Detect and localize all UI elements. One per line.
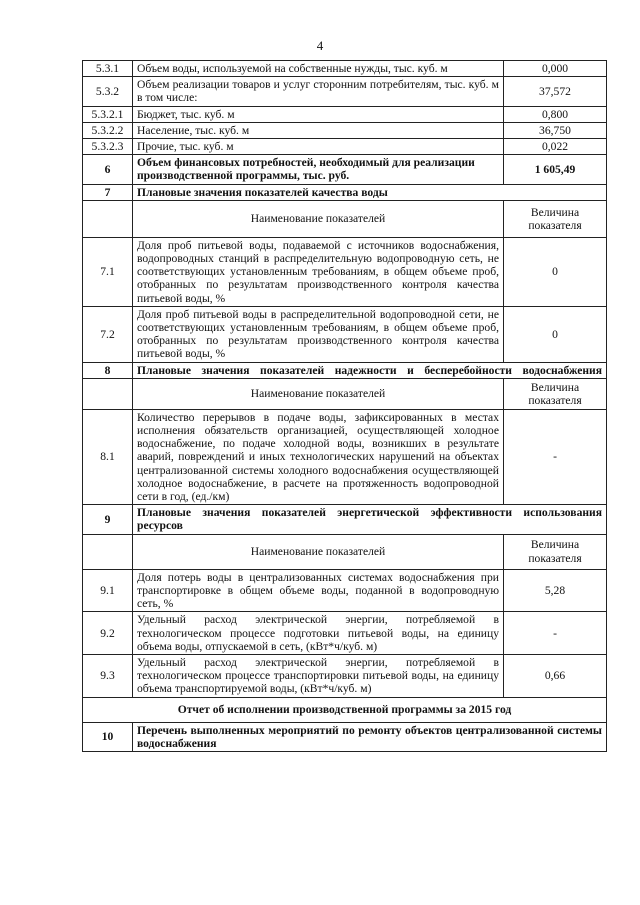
- section-title: Плановые значения показателей энергетической эффективности использования ресурсов: [133, 505, 607, 534]
- row-number: 5.3.1: [83, 61, 133, 77]
- section-header-row: [83, 722, 607, 751]
- row-value: 37,572: [504, 77, 607, 106]
- table-row: [83, 409, 607, 504]
- row-value: 0,022: [504, 139, 607, 155]
- section-title: Плановые значения показателей надежности и бесперебойности водоснабжения: [133, 362, 607, 378]
- row-value: 0: [504, 237, 607, 306]
- table-row: [83, 237, 607, 306]
- program-table: [82, 60, 607, 752]
- column-header-name: Наименование показателей: [133, 200, 504, 237]
- section-number: 10: [83, 722, 133, 751]
- table-row: [83, 155, 607, 184]
- table-row: [83, 139, 607, 155]
- table-row: [83, 306, 607, 362]
- row-description: Количество перерывов в подаче воды, зафиксированных в местах исполнения обязательств организацией, осуществляющей холодное водоснабжение, по подаче холодной воды, возникших в результате аварий, повреждений и иных технологических нарушений на объектах централизованной системы холодного водоснабжения осуществляющей холодное водоснабжение, в расчете на протяженность водопроводной сети в год, (ед./км): [133, 409, 504, 504]
- section-header-row: [83, 505, 607, 534]
- table-row: [83, 569, 607, 612]
- row-description: Доля проб питьевой воды в распределительной водопроводной сети, не соответствующих установленным требованиям, в общем объеме проб, отобранных по результатам производственного контроля качества питьевой воды, %: [133, 306, 504, 362]
- row-value: 0: [504, 306, 607, 362]
- column-header-row: [83, 534, 607, 569]
- row-number: 5.3.2.2: [83, 122, 133, 138]
- row-value: 0,000: [504, 61, 607, 77]
- row-description: Доля проб питьевой воды, подаваемой с источников водоснабжения, водопроводных станций в распределительную водопроводную сеть, не соответствующих установленным требованиям, в общем объеме проб, отобранных по результатам производственного контроля качества питьевой воды, %: [133, 237, 504, 306]
- section-number: 7: [83, 184, 133, 200]
- section-title: Перечень выполненных мероприятий по ремонту объектов централизованной системы водоснабжения: [133, 722, 607, 751]
- row-description: Население, тыс. куб. м: [133, 122, 504, 138]
- row-value: -: [504, 612, 607, 655]
- report-title-row: [83, 697, 607, 722]
- row-value: 36,750: [504, 122, 607, 138]
- row-description: Удельный расход электрической энергии, потребляемой в технологическом процессе подготовки питьевой воды, на единицу объема воды, отпускаемой в сеть, (кВт*ч/куб. м): [133, 612, 504, 655]
- table-row: [83, 122, 607, 138]
- row-number: 8.1: [83, 409, 133, 504]
- row-number: 5.3.2: [83, 77, 133, 106]
- section-title: Плановые значения показателей качества воды: [133, 184, 607, 200]
- column-header-row: [83, 200, 607, 237]
- table-row: [83, 61, 607, 77]
- row-number: 9.3: [83, 654, 133, 697]
- page-number: 4: [316, 38, 324, 53]
- row-description: Объем реализации товаров и услуг сторонним потребителям, тыс. куб. м в том числе:: [133, 77, 504, 106]
- row-description: Объем воды, используемой на собственные нужды, тыс. куб. м: [133, 61, 504, 77]
- row-description: Доля потерь воды в централизованных системах водоснабжения при транспортировке в общем объеме воды, поданной в водопроводную сеть, %: [133, 569, 504, 612]
- row-description: Удельный расход электрической энергии, потребляемой в технологическом процессе транспортировки питьевой воды, на единицу объема транспортируемой воды, (кВт*ч/куб. м): [133, 654, 504, 697]
- row-number: 5.3.2.3: [83, 139, 133, 155]
- table-row: [83, 106, 607, 122]
- section-header-row: [83, 362, 607, 378]
- row-value: 0,800: [504, 106, 607, 122]
- report-title: Отчет об исполнении производственной программы за 2015 год: [83, 697, 607, 722]
- column-header-name: Наименование показателей: [133, 534, 504, 569]
- row-value: 1 605,49: [504, 155, 607, 184]
- column-header-value: Величина показателя: [504, 378, 607, 409]
- row-value: 0,66: [504, 654, 607, 697]
- table-row: [83, 654, 607, 697]
- section-number: 8: [83, 362, 133, 378]
- row-number: 9.2: [83, 612, 133, 655]
- column-header-value: Величина показателя: [504, 200, 607, 237]
- row-value: 5,28: [504, 569, 607, 612]
- row-description: Прочие, тыс. куб. м: [133, 139, 504, 155]
- row-value: -: [504, 409, 607, 504]
- table-row: [83, 77, 607, 106]
- row-number: 7.1: [83, 237, 133, 306]
- section-header-row: [83, 184, 607, 200]
- column-header-row: [83, 378, 607, 409]
- row-number: 9.1: [83, 569, 133, 612]
- column-header-value: Величина показателя: [504, 534, 607, 569]
- section-number: 9: [83, 505, 133, 534]
- row-number: 6: [83, 155, 133, 184]
- row-number: 7.2: [83, 306, 133, 362]
- row-description: Объем финансовых потребностей, необходимый для реализации производственной программы, тыс. руб.: [133, 155, 504, 184]
- table-row: [83, 612, 607, 655]
- row-description: Бюджет, тыс. куб. м: [133, 106, 504, 122]
- column-header-name: Наименование показателей: [133, 378, 504, 409]
- row-number: 5.3.2.1: [83, 106, 133, 122]
